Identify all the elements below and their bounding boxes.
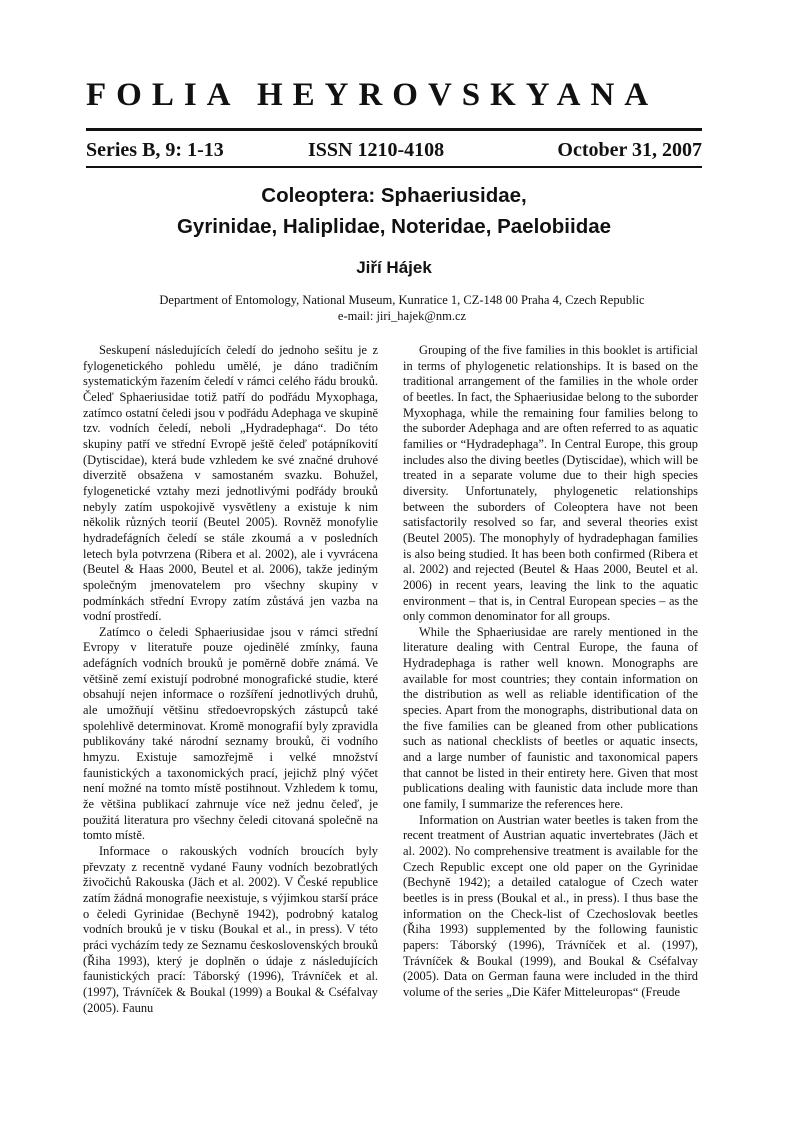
journal-info-line <box>86 136 702 164</box>
publication-date: October 31, 2007 <box>557 139 702 161</box>
header-rule-top <box>86 128 702 131</box>
author-name: Jiří Hájek <box>356 258 432 277</box>
english-text-column <box>403 343 698 1001</box>
author-affiliation: Department of Entomology, National Museum, Kunratice 1, CZ-148 00 Praha 4, Czech Republic <box>159 293 645 307</box>
english-paragraph-1: Grouping of the five families in this booklet is artificial in terms of phylogenetic relationships. It is based on the traditional arrangement of the families in the whole order of beetles. In fact, the Sphaeriusidae belong to the suborder Myxophaga, while the remaining four families belong to the suborder Adephaga and are often referred to as aquatic families or “Hydradephaga”. In Central Europe, this group includes also the diving beetles (Dytiscidae), which will be treated in a separate volume due to their high species diversity. Unfortunately, phylogenetic relationships between the suborders of Coleoptera have not been satisfactorily resolved so far, and several theories exist (Beutel 2005). The monophyly of hydradephagan families is also being studied. It has been both confirmed (Ribera et al. 2002) and rejected (Beutel & Haas 2000, Beutel et al. 2006) in recent years, leaving the link to the aquatic environment – that is, in Central European species – as the only common denominator for all groups. <box>403 343 698 624</box>
header-rule-bottom <box>86 166 702 168</box>
journal-series: Series B, 9: 1-13 <box>86 139 224 161</box>
author-email: e-mail: jiri_hajek@nm.cz <box>337 309 467 323</box>
article-title-line-2: Gyrinidae, Haliplidae, Noteridae, Paelobiidae <box>176 215 612 238</box>
journal-issn: ISSN 1210-4108 <box>308 139 445 161</box>
czech-paragraph-2: Zatímco o čeledi Sphaeriusidae jsou v rámci střední Evropy v literatuře pouze ojedinělé zmínky, fauna adefágních vodních brouků je poměrně dobře známá. Ve většině zemí existují podrobné monografické studie, které obsahují nejen informace o rozšíření jednotlivých druhů, ale umožňují většinu středoevropských zástupců také spolehlivě determinovat. Kromě monografií byly zpravidla publikovány také národní seznamy brouků, či vodního hmyzu. Existuje samozřejmě i velké množství faunistických a taxonomických prací, jejichž plný výčet není možné na tomto místě postihnout. Vzhledem k tomu, že většina publikací zahrnuje více než jednu čeleď, je použitá literatura pro všechny čeledi citovaná společně na tomto místě. <box>83 624 378 843</box>
czech-paragraph-3: Informace o rakouských vodních broucích byly převzaty z recentně vydané Fauny vodních bezobratlých živočichů Rakouska (Jäch et al. 2002). V České republice zatím žádná monografie neexistuje, s výjimkou starší práce o čeledi Gyrinidae (Bechyně 1942), podrobný katalog vodních brouků je v tisku (Boukal et al., in press). V této práci vycházím tedy ze Seznamu československých brouků (Řiha 1993), který je doplněn o údaje z následujících faunistických prací: Táborský (1996), Trávníček et al. (1997), Trávníček & Boukal (1999) a Boukal & Cséfalvay (2005). Faunu <box>83 844 378 1015</box>
czech-text-column <box>83 343 378 1016</box>
english-paragraph-3: Information on Austrian water beetles is taken from the recent treatment of Austrian aquatic invertebrates (Jäch et al. 2002). No comprehensive treatment is available for the Czech Republic except one old paper on the Gyrinidae (Bechyně 1942); a detailed catalogue of Czech water beetles is in press (Boukal et al., in press). I thus base the information on the Check-list of Czechoslovak beetles (Řiha 1993) supplemented by the following faunistic papers: Táborský (1996), Trávníček et al. (1997), Trávníček & Boukal (1999), and Boukal & Cséfalvay (2005). Data on German fauna were included in the third volume of the series „Die Käfer Mitteleuropas“ (Freude <box>403 812 698 999</box>
english-paragraph-2: While the Sphaeriusidae are rarely mentioned in the literature dealing with Central Europe, the fauna of Hydradephaga is rather well known. Monographs are available for most countries; they contain information on the distribution as well as reliable identification of the species. Apart from the monographs, distributional data on the five families can be gleaned from other publications such as national checklists of beetles or aquatic insects, and a large number of faunistic and taxonomical papers that cannot be listed in their entirety here. Given that most publications dealing with faunistic data include more than one family, I summarize the references here. <box>403 624 698 812</box>
article-title-line-1: Coleoptera: Sphaeriusidae, <box>261 184 527 207</box>
article-title <box>86 180 702 242</box>
czech-paragraph-1: Seskupení následujících čeledí do jednoho sešitu je z fylogenetického pohledu umělé, je dáno tradičním systematickým řazením čeledí v rámci celého řádu brouků. Čeleď Sphaeriusidae totiž patří do podřádu Myxophaga, zatímco ostatní čeledi jsou v podřádu Adephaga ve skupině tzv. vodních čeledí, neboli „Hydradephaga“. Do této skupiny patří ve střední Evropě ještě čeleď potápníkovití (Dytiscidae), která bude vzhledem ke své značné druhové diverzitě obsažena v samostaném svazku. Bohužel, fylogenetické vztahy mezi jednotlivými podřády brouků nebyly zatím uspokojivě vysvětleny a existuje k nim několik různých teorií (Beutel 2005). Rovněž monofylie hydradefágních čeledí se stále zkoumá a v posledních letech byla potvrzena (Ribera et al. 2002), ale i vyvrácena (Beutel & Haas 2000, Beutel et al. 2006), takže jediným společným jmenovatelem pro všechny skupiny v podmínkách střední Evropy zatím zůstává jen vazba na vodní prostředí. <box>83 343 378 624</box>
journal-title: FOLIA HEYROVSKYANA <box>86 77 659 113</box>
